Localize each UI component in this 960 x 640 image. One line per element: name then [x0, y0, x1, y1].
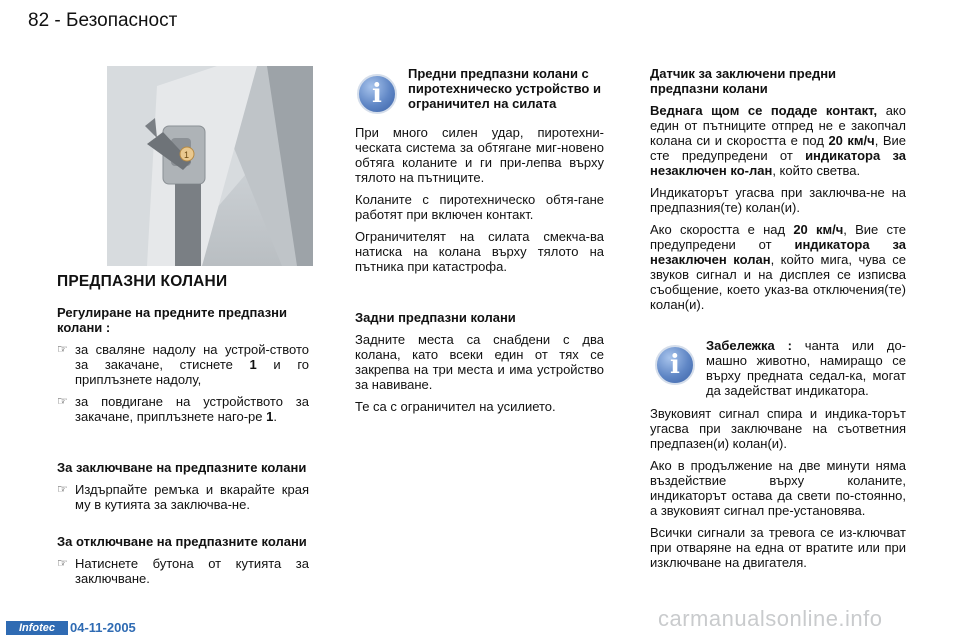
section-title: ПРЕДПАЗНИ КОЛАНИ — [57, 273, 228, 290]
watermark: carmanualsonline.info — [658, 606, 883, 631]
pretensioner-paragraph-1: При много силен удар, пиротехни-ческата система за обтягане миг-новено обтяга коланите и ги при-лепва върху тялото на пътниците. — [355, 125, 604, 185]
rear-belts-paragraph-1: Задните места са снабдени с два колана, като всеки един от тях се закрепва на три места и има устройство за навиване. — [355, 332, 604, 392]
photo-callout-1: 1 — [184, 150, 190, 160]
rear-belts-paragraph-2: Те са с ограничител на усилието. — [355, 399, 556, 414]
hand-pointer-icon: ☞ — [57, 556, 68, 570]
pretensioner-heading: Предни предпазни колани с пиротехническо устройство и ограничител на силата — [408, 66, 601, 111]
sensor-paragraph-1: Веднага щом се подаде контакт, ако един от пътниците отпред не е закопчал колана си и скоростта е под 20 км/ч, Вие сте предупредени от индикатора за незаключен ко-лан, който светва. — [650, 103, 906, 178]
hand-pointer-icon: ☞ — [57, 394, 68, 408]
middle-column — [355, 125, 604, 421]
seatbelt-illustration — [107, 66, 313, 266]
hand-pointer-icon: ☞ — [57, 342, 68, 356]
note-text: Забележка : чанта или до-машно животно, намиращо се върху предната седал-ка, могат да задействат индикатора. — [706, 338, 906, 398]
sensor-paragraph-6: Всички сигнали за тревога се из-ключват при отваряне на една от вратите или при изключване на двигателя. — [650, 525, 906, 570]
seatbelt-adjuster-photo — [107, 66, 313, 266]
lock-heading: За заключване на предпазните колани — [57, 460, 307, 475]
unlock-bullet: ☞ Натиснете бутона от кутията за заключване. — [57, 556, 309, 586]
pretensioner-paragraph-2: Коланите с пиротехническо обтя-гане работят при включен контакт. — [355, 192, 604, 222]
adjust-heading: Регулиране на предните предпазни колани : — [57, 305, 288, 335]
sensor-paragraph-5: Ако в продължение на две минути няма въздействие върху коланите, индикаторът остава да свети по-стоянно, а звуковият сигнал пре-установява. — [650, 458, 906, 518]
infotec-logo: Infotec — [6, 621, 68, 635]
info-icon: i — [357, 74, 397, 114]
sensor-paragraph-3: Ако скоростта е над 20 км/ч, Вие сте предупредени от индикатора за незаключен колан, който мига, чува се звуков сигнал и на дисплея се изписва съобщение, което указ-ва отключения(те) колан(и). — [650, 222, 907, 312]
hand-pointer-icon: ☞ — [57, 482, 68, 496]
right-column-lower — [650, 406, 906, 577]
left-column — [57, 274, 309, 593]
adjust-bullet-2: ☞ за повдигане на устройството за закачане, приплъзнете наго-ре 1. — [57, 394, 309, 424]
pretensioner-paragraph-3: Ограничителят на силата смекча-ва натиска на колана върху тялото на пътника при катастрофа. — [355, 229, 604, 274]
lock-bullet: ☞ Издърпайте ремъка и вкарайте края му в кутията за заключва-не. — [57, 482, 309, 512]
info-heading-block — [408, 66, 604, 118]
note-block — [706, 338, 906, 405]
right-column — [650, 66, 906, 319]
unlock-heading: За отключване на предпазните колани — [57, 534, 307, 549]
sensor-paragraph-2: Индикаторът угасва при заключва-не на предпазния(те) колан(и). — [650, 185, 906, 215]
rear-belts-heading: Задни предпазни колани — [355, 310, 516, 325]
adjust-bullet-1: ☞ за сваляне надолу на устрой-ството за закачане, стиснете 1 и го приплъзнете надолу, — [57, 342, 310, 387]
page-title: 82 - Безопасност — [28, 10, 178, 31]
sensor-heading: Датчик за заключени предни предпазни колани — [650, 66, 837, 96]
info-icon: i — [655, 345, 695, 385]
footer-date: 04-11-2005 — [70, 620, 136, 635]
sensor-paragraph-4: Звуковият сигнал спира и индика-торът угасва при заключване на съответния предпазен(и) колан(и). — [650, 406, 906, 451]
